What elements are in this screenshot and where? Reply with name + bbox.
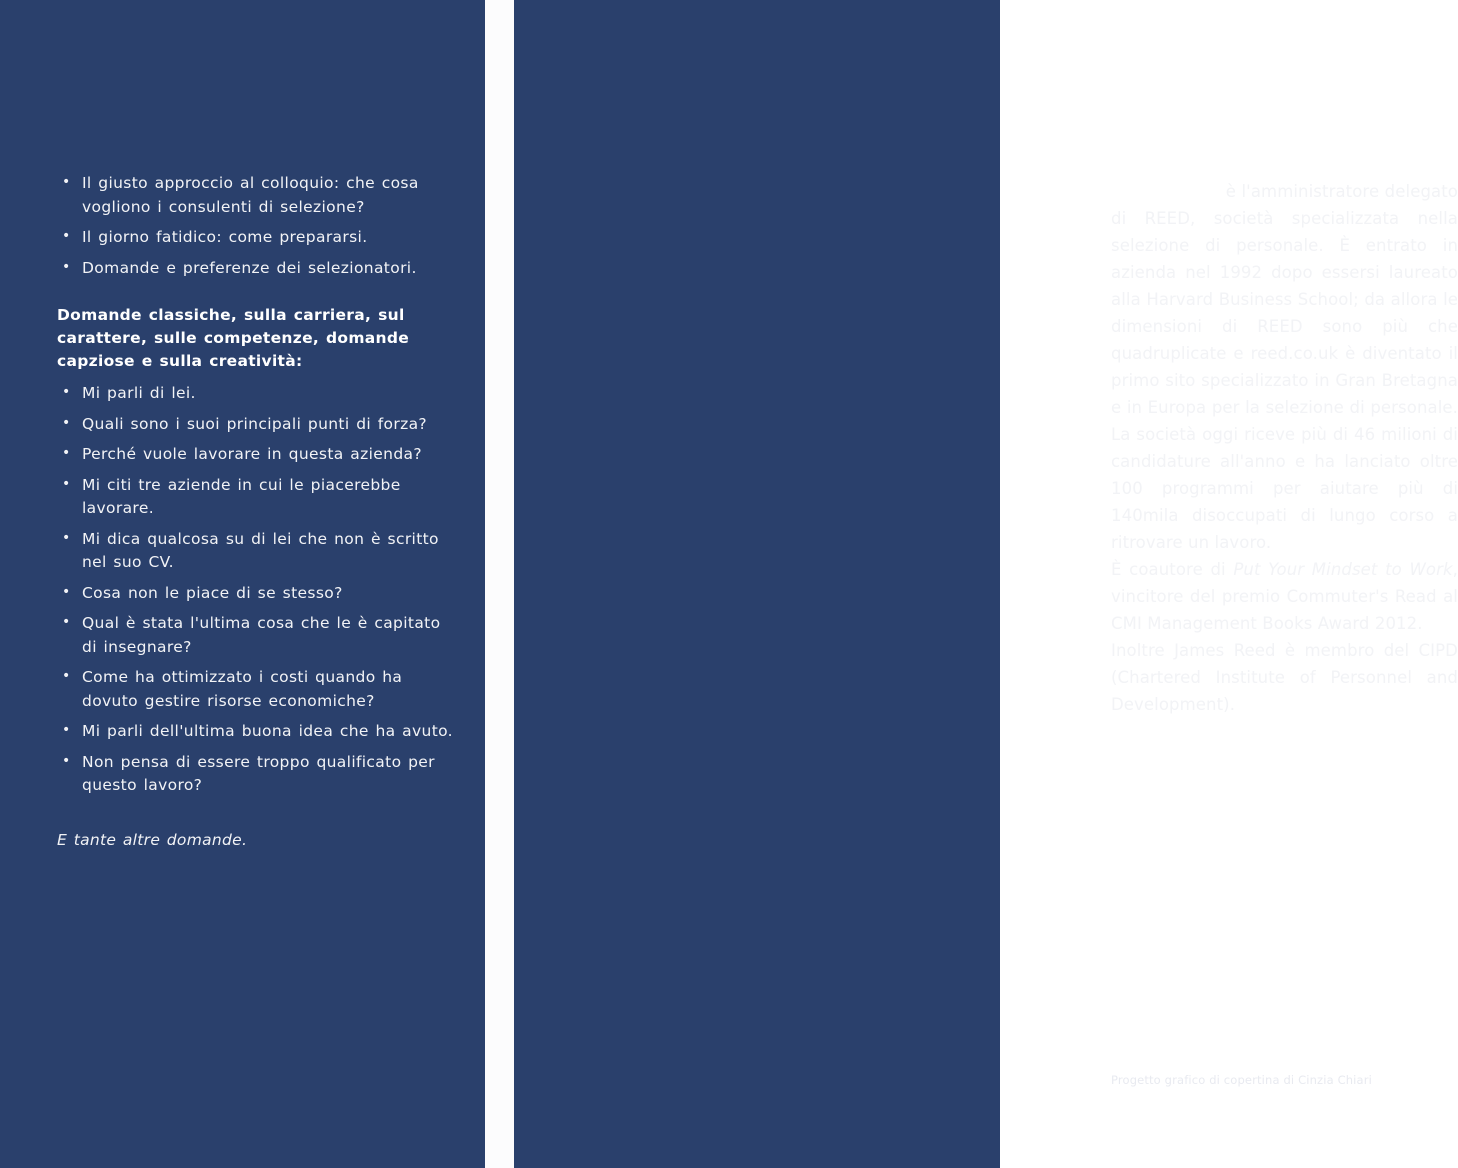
list-item: • Domande e preferenze dei selezionatori.: [62, 257, 453, 281]
author-name: James Reed: [1111, 182, 1221, 201]
list-item: • Qual è stata l'ultima cosa che le è capitato di insegnare?: [62, 612, 453, 659]
back-flap-panel: [0, 0, 485, 1168]
list-item: • Come ha ottimizzato i costi quando ha dovuto gestire risorse economiche?: [62, 666, 453, 713]
back-flap-content: [57, 172, 453, 852]
referenced-work-title: Put Your Mindset to Work: [1233, 560, 1453, 579]
section-heading: Domande classiche, sulla carriera, sul carattere, sulle competenze, domande capziose e sulla creatività:: [57, 306, 410, 370]
topics-list: [57, 172, 453, 280]
list-item: • Il giusto approccio al colloquio: che cosa vogliono i consulenti di selezione?: [62, 172, 453, 219]
questions-list: [57, 382, 453, 798]
list-item: • Perché vuole lavorare in questa azienda?: [62, 443, 453, 467]
bio-paragraph-2-text: , vincitore del premio Commuter's Read al CMI Management Books Award 2012.: [1111, 560, 1458, 633]
closing-note: E tante altre domande.: [57, 830, 248, 849]
bio-paragraph-1-text: è l'amministratore delegato di REED, società specializzata nella selezione di personale. È entrato in azienda nel 1992 dopo essersi laureato alla Harvard Business School; da allora le dimensioni di REED sono più che quadruplicate e reed.co.uk è diventato il primo sito specializzato in Gran Bretagna e in Europa per la selezione di personale. La società oggi riceve più di 46 milioni di candidature all'anno e ha lanciato oltre 100 programmi per aiutare più di 140mila disoccupati di lungo corso a ritrovare un lavoro.: [1111, 182, 1458, 552]
list-item: • Mi parli dell'ultima buona idea che ha avuto.: [62, 720, 453, 744]
front-flap-panel: [514, 0, 1458, 1168]
bio-paragraph-2: [1111, 556, 1458, 637]
design-credit: Progetto grafico di copertina di Cinzia Chiari: [1111, 1073, 1372, 1087]
list-item: • Non pensa di essere troppo qualificato per questo lavoro?: [62, 751, 453, 798]
list-item: • Cosa non le piace di se stesso?: [62, 582, 453, 606]
list-item: • Quali sono i suoi principali punti di forza?: [62, 413, 453, 437]
bio-paragraph-3: Inoltre James Reed è membro del CIPD (Chartered Institute of Personnel and Development).: [1111, 641, 1458, 714]
bio-paragraph-2-prefix: È coautore di: [1111, 560, 1234, 579]
list-item: • Mi parli di lei.: [62, 382, 453, 406]
list-item: • Mi citi tre aziende in cui le piacerebbe lavorare.: [62, 474, 453, 521]
list-item: • Mi dica qualcosa su di lei che non è scritto nel suo CV.: [62, 528, 453, 575]
bio-paragraph-1: [1111, 178, 1458, 556]
panel-divider: [485, 0, 514, 1168]
author-bio: [1111, 178, 1458, 718]
list-item: • Il giorno fatidico: come prepararsi.: [62, 226, 453, 250]
